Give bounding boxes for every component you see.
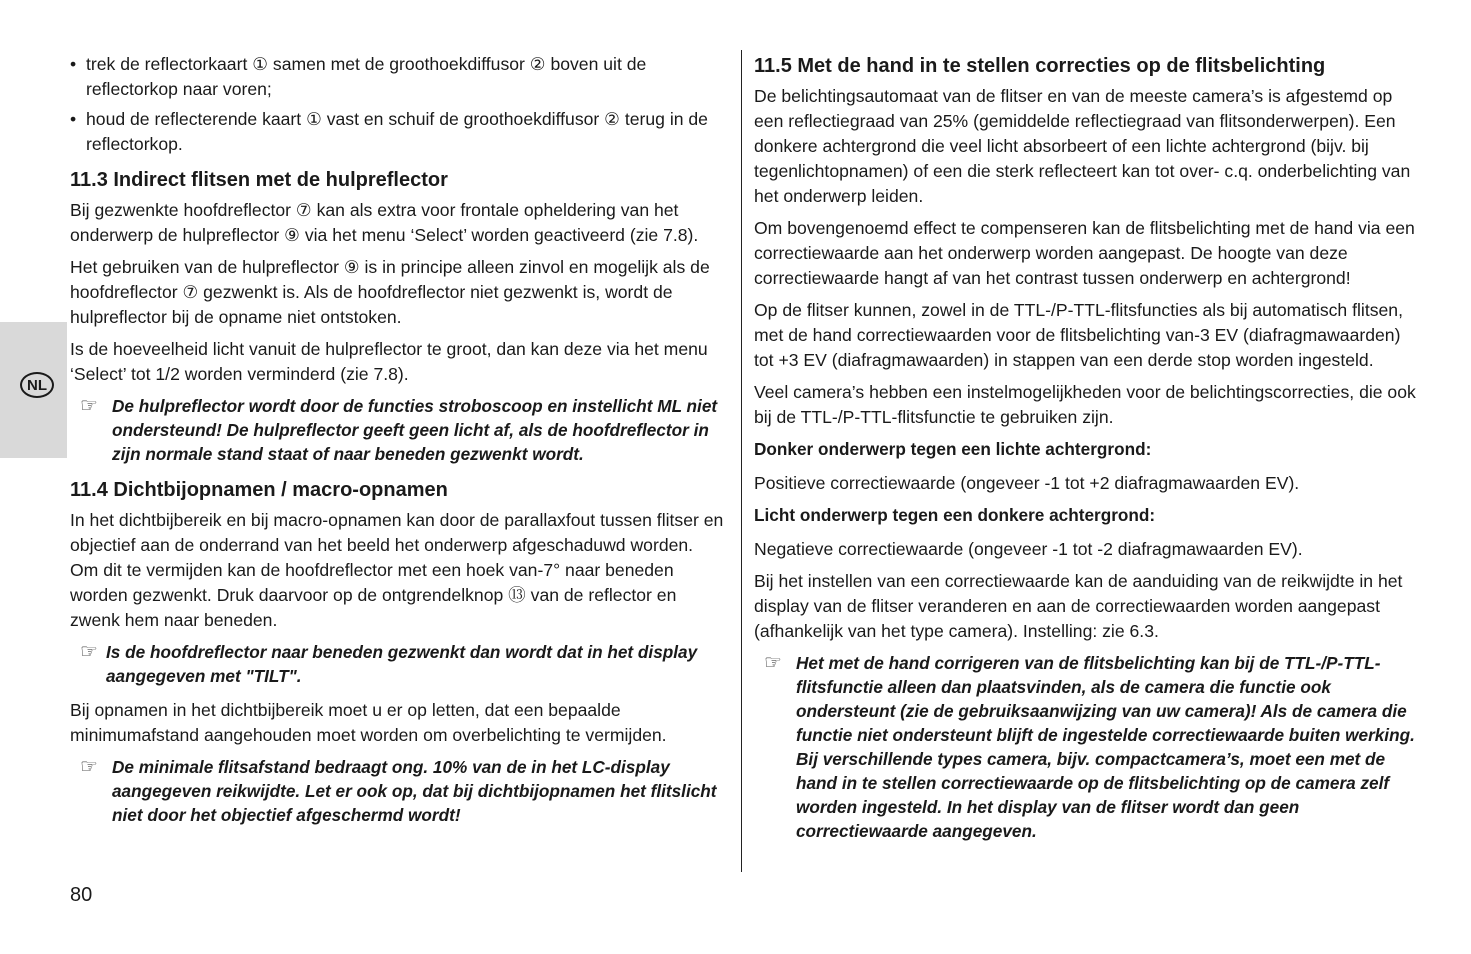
subheading: Donker onderwerp tegen een lichte achtergrond: xyxy=(754,439,1152,459)
paragraph: Bij gezwenkte hoofdreflector ⑦ kan als extra voor frontale opheldering van het onderwerp de hulpreflector ⑨ via het menu ‘Select’ worden geactiveerd (zie 7.8). xyxy=(70,200,699,245)
paragraph: Is de hoeveelheid licht vanuit de hulpreflector te groot, dan kan deze via het menu ‘Select’ tot 1/2 worden verminderd (zie 7.8). xyxy=(70,339,708,384)
note xyxy=(70,755,725,827)
paragraph: Om bovengenoemd effect te compenseren kan de flitsbelichting met de hand via een correctiewaarde aan het onderwerp worden aangepast. De hoogte van deze correctiewaarde hangt af van het contrast tussen onderwerp en achtergrond! xyxy=(754,218,1415,288)
note-text: De hulpreflector wordt door de functies stroboscoop en instellicht ML niet ondersteund! De hulpreflector geeft geen licht af, als de hoofdreflector in zijn normale stand staat of naar beneden gezwenkt wordt. xyxy=(112,396,718,464)
section-heading: 11.3 Indirect flitsen met de hulpreflector xyxy=(70,169,448,191)
paragraph: Bij opnamen in het dichtbijbereik moet u er op letten, dat een bepaalde minimumafstand aangehouden moet worden om overbelichting te vermijden. xyxy=(70,700,667,745)
column-divider xyxy=(741,50,742,872)
subheading: Licht onderwerp tegen een donkere achtergrond: xyxy=(754,505,1156,525)
note xyxy=(70,640,725,688)
paragraph: Negatieve correctiewaarde (ongeveer -1 tot -2 diafragmawaarden EV). xyxy=(754,539,1303,559)
list-item xyxy=(70,52,725,102)
list-item-text: houd de reflecterende kaart ① vast en schuif de groothoekdiffusor ② terug in de reflectorkop. xyxy=(86,109,708,154)
note-text: Het met de hand corrigeren van de flitsbelichting kan bij de TTL-/P-TTL-flitsfunctie alleen dan plaatsvinden, als de camera die functie ook ondersteunt (zie de gebruiksaanwijzing van uw camera)! Als de camera die functie niet ondersteunt blijft de ingestelde correctiewaarde buiten werking. Bij verschillende types camera, bijv. compactcamera’s, moet een met de hand in te stellen correctiewaarde op de flitsbelichting op de camera zelf worden ingesteld. In het display van de flitser wordt dan geen correctiewaarde aangegeven. xyxy=(796,653,1415,841)
note xyxy=(70,394,725,466)
paragraph: Het gebruiken van de hulpreflector ⑨ is in principe alleen zinvol en mogelijk als de hoofdreflector ⑦ gezwenkt is. Als de hoofdreflector niet gezwenkt is, wordt de hulpreflector bij de opname niet ontstoken. xyxy=(70,257,710,327)
section-heading: 11.5 Met de hand in te stellen correcties op de flitsbelichting xyxy=(754,55,1326,77)
page-number: 80 xyxy=(70,884,93,906)
note-text: Is de hoofdreflector naar beneden gezwenkt dan wordt dat in het display aangegeven met "TILT". xyxy=(106,642,698,686)
section-heading: 11.4 Dichtbijopnamen / macro-opnamen xyxy=(70,479,448,501)
paragraph: Op de flitser kunnen, zowel in de TTL-/P-TTL-flitsfuncties als bij automatisch flitsen, met de hand correctiewaarden voor de flitsbelichting van-3 EV (diafragmawaarden) tot +3 EV (diafragmawaarden) in stappen van een derde stop worden ingesteld. xyxy=(754,300,1403,370)
paragraph: Veel camera’s hebben een instelmogelijkheden voor de belichtingscorrecties, die ook bij de TTL-/P-TTL-flitsfunctie te gebruiken zijn. xyxy=(754,382,1416,427)
list-item xyxy=(70,107,725,157)
paragraph: Positieve correctiewaarde (ongeveer -1 tot +2 diafragmawaarden EV). xyxy=(754,473,1300,493)
language-badge: NL xyxy=(20,372,54,398)
paragraph: In het dichtbijbereik en bij macro-opnamen kan door de parallaxfout tussen flitser en objectief aan de onderrand van het beeld het onderwerp afgeschaduwd worden. Om dit te vermijden kan de hoofdreflector met een hoek van-7° naar beneden worden gezwenkt. Druk daarvoor op de ontgrendelknop ⑬ van de reflector en zwenk hem naar beneden. xyxy=(70,510,724,630)
pointing-hand-icon: ☞ xyxy=(80,395,98,417)
pointing-hand-icon: ☞ xyxy=(80,756,98,778)
pointing-hand-icon: ☞ xyxy=(80,641,98,663)
paragraph: Bij het instellen van een correctiewaarde kan de aanduiding van de reikwijdte in het display van de flitser veranderen en aan de correctiewaarden worden aangepast (afhankelijk van het type camera). Instelling: zie 6.3. xyxy=(754,571,1403,641)
list-item-text: trek de reflectorkaart ① samen met de groothoekdiffusor ② boven uit de reflectorkop naar voren; xyxy=(86,54,647,99)
pointing-hand-icon: ☞ xyxy=(764,652,782,674)
paragraph: De belichtingsautomaat van de flitser en van de meeste camera’s is afgestemd op een reflectiegraad van 25% (gemiddelde reflectiegraad van flitsonderwerpen). Een donkere achtergrond die veel licht absorbeert of een lichte achtergrond (bijv. bij tegenlichtopnamen) of een die sterk reflecteert kan tot over- c.q. onderbelichting van het onderwerp leiden. xyxy=(754,86,1411,206)
left-column xyxy=(70,52,725,837)
bullet-icon: • xyxy=(70,109,77,129)
right-column xyxy=(754,52,1416,853)
note-text: De minimale flitsafstand bedraagt ong. 10% van de in het LC-display aangegeven reikwijdte. Let er ook op, dat bij dichtbijopnamen het flitslicht niet door het objectief afgeschermd wordt! xyxy=(112,757,717,825)
note xyxy=(754,651,1416,843)
bullet-icon: • xyxy=(70,54,77,74)
